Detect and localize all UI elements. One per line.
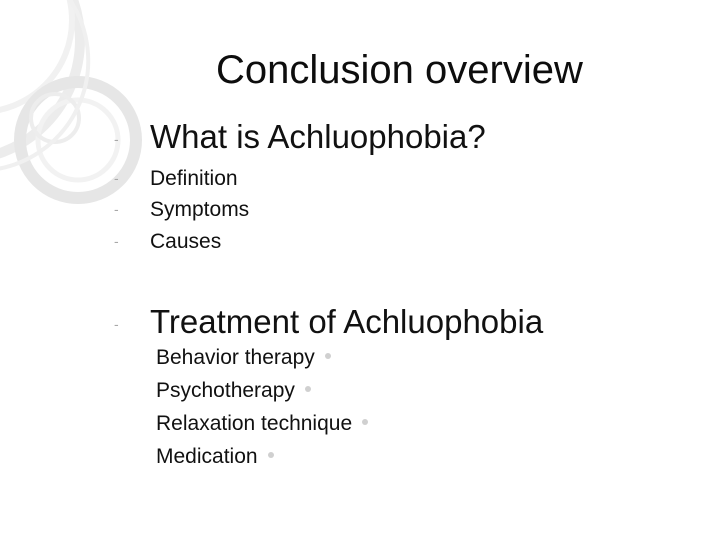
bullet-marker: -	[114, 201, 119, 217]
bullet-text: Symptoms	[150, 198, 250, 221]
slide-title: Conclusion overview	[216, 48, 583, 92]
dot-icon	[305, 386, 311, 392]
bullet-text: Treatment of Achluophobia	[150, 303, 544, 340]
bullet-text: Definition	[150, 167, 238, 190]
sub-item-psychotherapy	[156, 376, 311, 406]
sub-item-relaxation-technique	[156, 409, 368, 439]
bullet-marker: -	[114, 170, 119, 186]
bullet-marker: -	[114, 233, 119, 249]
bullet-marker: -	[114, 131, 119, 147]
sub-item-medication	[156, 442, 274, 472]
dot-icon	[362, 419, 368, 425]
sub-item-text: Behavior therapy	[156, 346, 315, 369]
sub-item-text: Psychotherapy	[156, 379, 295, 402]
bullet-text: What is Achluophobia?	[150, 118, 486, 155]
dot-icon	[325, 353, 331, 359]
sub-item-text: Medication	[156, 445, 258, 468]
sub-item-text: Relaxation technique	[156, 412, 353, 435]
dot-icon	[268, 452, 274, 458]
bullet-marker: -	[114, 316, 119, 332]
sub-item-behavior-therapy	[156, 343, 331, 373]
bullet-text: Causes	[150, 230, 222, 253]
